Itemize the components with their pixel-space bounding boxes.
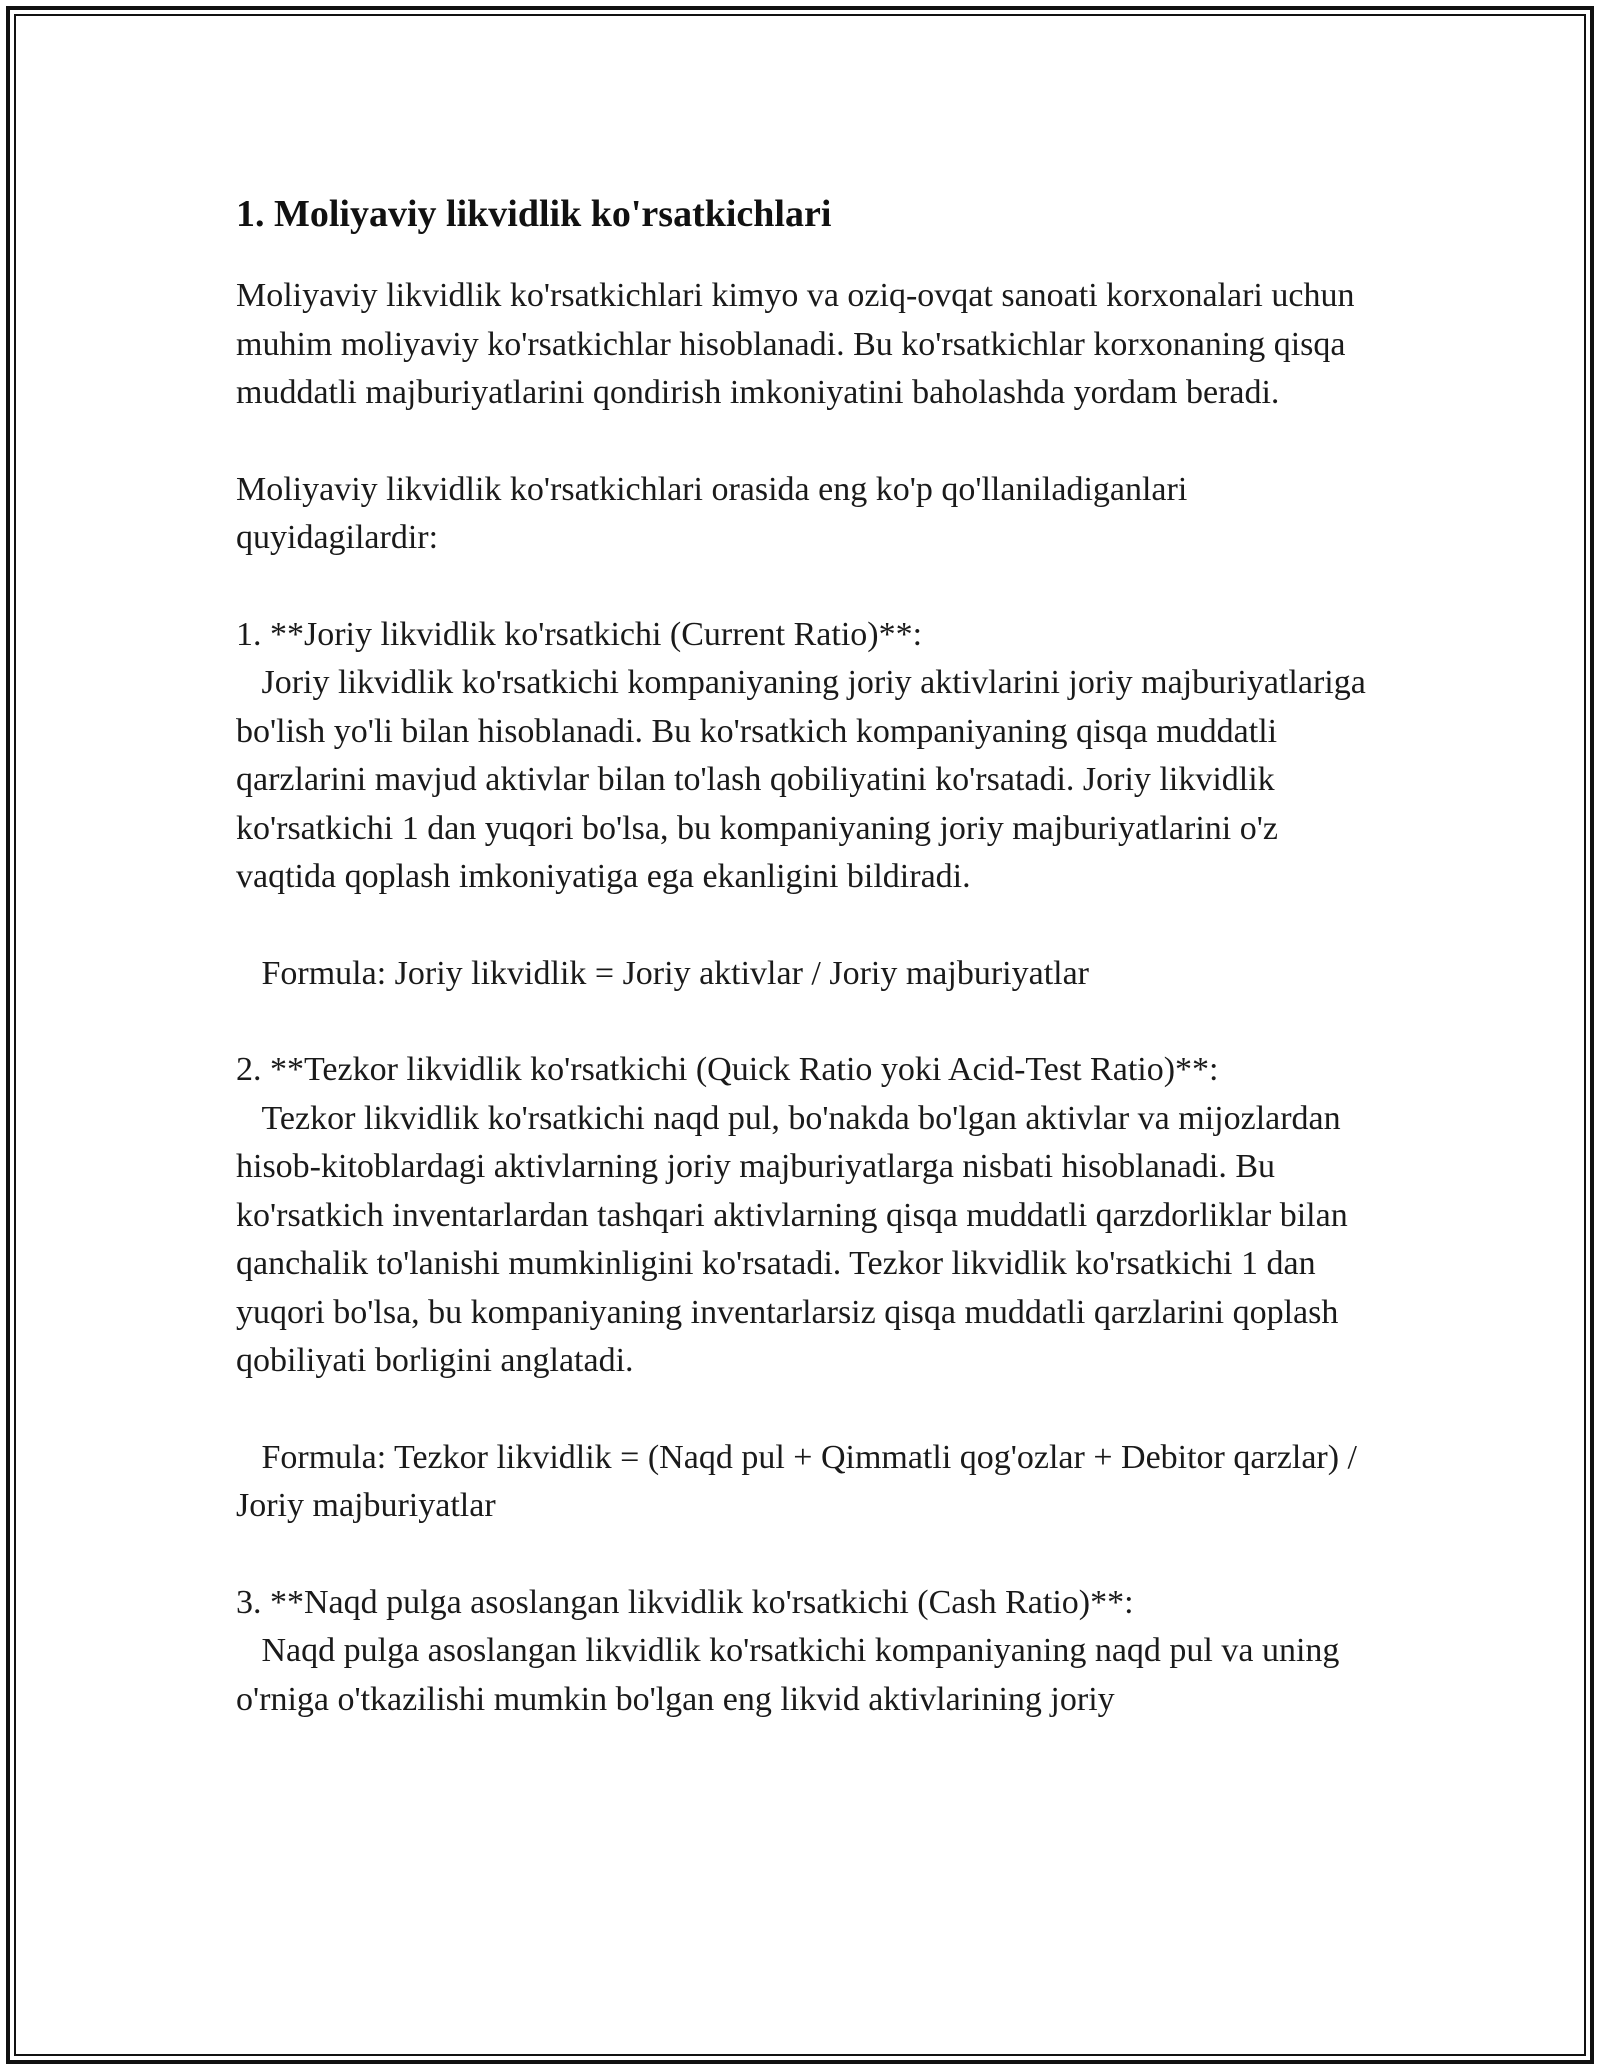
list-item-quick-ratio [236, 1046, 1366, 1386]
list-item-text: Tezkor likvidlik ko'rsatkichi naqd pul, bo'nakda bo'lgan aktivlar va mijozlardan hisob-kitoblardagi aktivlarning joriy majburiyatlarga nisbati hisoblanadi. Bu ko'rsatkich inventarlardan tashqari aktivlarning qisqa muddatli qarzdorliklar bilan qanchalik to'lanishi mumkinligini ko'rsatadi. Tezkor likvidlik ko'rsatkichi 1 dan yuqori bo'lsa, bu kompaniyaning inventarlarsiz qisqa muddatli qarzlarini qoplash qobiliyati borligini anglatadi. [236, 1099, 1357, 1379]
list-item-title: 3. **Naqd pulga asoslangan likvidlik ko'rsatkichi (Cash Ratio)**: [236, 1583, 1134, 1621]
lead-paragraph: Moliyaviy likvidlik ko'rsatkichlari orasida eng ko'p qo'llaniladiganlari quyidagilardir: [236, 470, 1196, 556]
list-item-cash-ratio [236, 1579, 1366, 1725]
list-item-title: 1. **Joriy likvidlik ko'rsatkichi (Current Ratio)**: [236, 615, 923, 653]
list-item-current-ratio [236, 611, 1375, 902]
formula-quick-ratio: Formula: Tezkor likvidlik = (Naqd pul + Qimmatli qog'ozlar + Debitor qarzlar) / Joriy majburiyatlar [236, 1438, 1366, 1524]
formula-current-ratio: Formula: Joriy likvidlik = Joriy aktivlar / Joriy majburiyatlar [236, 954, 1090, 992]
section-heading: 1. Moliyaviy likvidlik ko'rsatkichlari [236, 193, 832, 235]
list-item-text: Joriy likvidlik ko'rsatkichi kompaniyaning joriy aktivlarini joriy majburiyatlariga bo'lish yo'li bilan hisoblanadi. Bu ko'rsatkich kompaniyaning qisqa muddatli qarzlarini mavjud aktivlar bilan to'lash qobiliyatini ko'rsatadi. Joriy likvidlik ko'rsatkichi 1 dan yuqori bo'lsa, bu kompaniyaning joriy majburiyatlarini o'z vaqtida qoplash imkoniyatiga ega ekanligini bildiradi. [236, 664, 1375, 895]
document-body [236, 186, 1375, 1772]
intro-paragraph: Moliyaviy likvidlik ko'rsatkichlari kimyo va oziq-ovqat sanoati korxonalari uchun muhim moliyaviy ko'rsatkichlar hisoblanadi. Bu ko'rsatkichlar korxonaning qisqa muddatli majburiyatlarini qondirish imkoniyatini baholashda yordam beradi. [236, 277, 1363, 411]
list-item-text: Naqd pulga asoslangan likvidlik ko'rsatkichi kompaniyaning naqd pul va uning o'rniga o'tkazilishi mumkin bo'lgan eng likvid aktivlarining joriy [236, 1632, 1348, 1718]
list-item-title: 2. **Tezkor likvidlik ko'rsatkichi (Quick Ratio yoki Acid-Test Ratio)**: [236, 1051, 1219, 1088]
